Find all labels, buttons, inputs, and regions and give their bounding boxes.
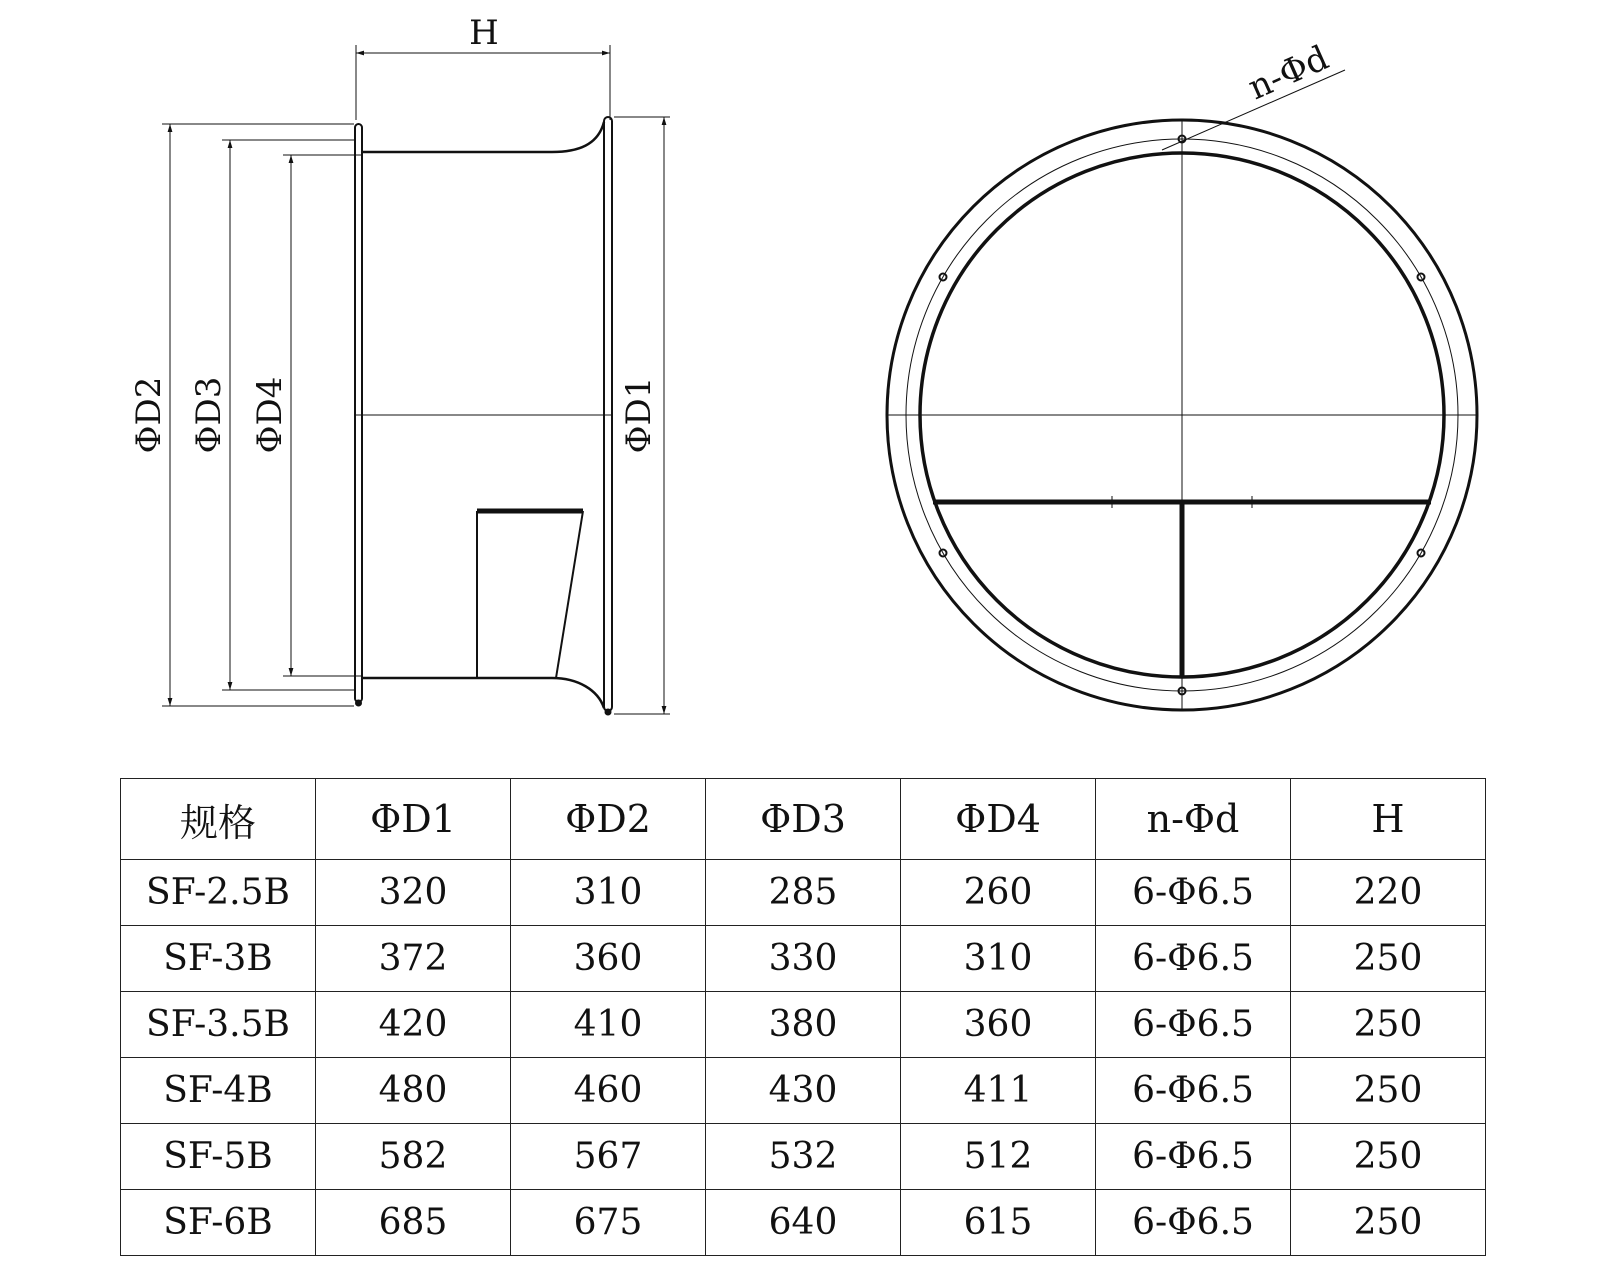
dim-d2-label: ΦD2: [129, 376, 169, 454]
hole-callout-label: n-Φd: [1242, 37, 1335, 109]
dim-d3-label: ΦD3: [189, 376, 229, 454]
hole-callout: [1162, 38, 1345, 150]
header-d4: ΦD4: [901, 779, 1096, 860]
header-spec: 规格: [121, 779, 316, 860]
dim-d4-label: ΦD4: [250, 376, 290, 454]
dim-d1: [619, 117, 664, 714]
cell-d4: 512: [901, 1124, 1096, 1190]
cell-d4: 615: [901, 1190, 1096, 1256]
dim-d1-label: ΦD1: [619, 376, 659, 454]
table-row: [121, 860, 1486, 926]
cell-d2: 410: [511, 992, 706, 1058]
cell-d3: 285: [706, 860, 901, 926]
header-d2: ΦD2: [511, 779, 706, 860]
cell-spec: SF-3.5B: [121, 992, 316, 1058]
cell-d1: 582: [316, 1124, 511, 1190]
cell-spec: SF-2.5B: [121, 860, 316, 926]
table-row: [121, 1058, 1486, 1124]
cell-holes: 6-Φ6.5: [1096, 860, 1291, 926]
cell-h: 250: [1291, 992, 1486, 1058]
cell-d4: 411: [901, 1058, 1096, 1124]
cell-d3: 380: [706, 992, 901, 1058]
cell-d2: 460: [511, 1058, 706, 1124]
cell-holes: 6-Φ6.5: [1096, 992, 1291, 1058]
cell-d4: 360: [901, 992, 1096, 1058]
table-row: [121, 992, 1486, 1058]
dim-h-label: H: [469, 13, 499, 53]
cell-holes: 6-Φ6.5: [1096, 1190, 1291, 1256]
dim-d2: [129, 124, 170, 706]
cell-d4: 260: [901, 860, 1096, 926]
cell-h: 250: [1291, 1058, 1486, 1124]
cell-d3: 330: [706, 926, 901, 992]
cell-d1: 320: [316, 860, 511, 926]
cell-d3: 532: [706, 1124, 901, 1190]
cell-holes: 6-Φ6.5: [1096, 1124, 1291, 1190]
header-d3: ΦD3: [706, 779, 901, 860]
cell-d1: 372: [316, 926, 511, 992]
cell-h: 250: [1291, 926, 1486, 992]
side-view: [129, 13, 670, 715]
dim-d3: [189, 140, 230, 690]
cell-d3: 430: [706, 1058, 901, 1124]
dim-h: [356, 13, 610, 120]
cell-spec: SF-3B: [121, 926, 316, 992]
right-flange: [604, 117, 612, 715]
front-view: [887, 38, 1477, 710]
dim-d4: [250, 155, 291, 676]
cell-h: 250: [1291, 1124, 1486, 1190]
cell-d1: 480: [316, 1058, 511, 1124]
cell-h: 220: [1291, 860, 1486, 926]
spec-table: [120, 778, 1486, 1256]
cell-d1: 685: [316, 1190, 511, 1256]
cell-spec: SF-6B: [121, 1190, 316, 1256]
cell-d2: 675: [511, 1190, 706, 1256]
cell-d2: 360: [511, 926, 706, 992]
cell-d4: 310: [901, 926, 1096, 992]
cell-d3: 640: [706, 1190, 901, 1256]
support-bars: [933, 496, 1431, 678]
header-d1: ΦD1: [316, 779, 511, 860]
cell-d2: 310: [511, 860, 706, 926]
cell-spec: SF-5B: [121, 1124, 316, 1190]
cell-holes: 6-Φ6.5: [1096, 1058, 1291, 1124]
header-h: H: [1291, 779, 1486, 860]
cell-d2: 567: [511, 1124, 706, 1190]
table-header-row: [121, 779, 1486, 860]
table-row: [121, 1190, 1486, 1256]
cell-h: 250: [1291, 1190, 1486, 1256]
cell-holes: 6-Φ6.5: [1096, 926, 1291, 992]
motor-support: [477, 511, 583, 678]
table-row: [121, 1124, 1486, 1190]
header-holes: n-Φd: [1096, 779, 1291, 860]
cell-d1: 420: [316, 992, 511, 1058]
cell-spec: SF-4B: [121, 1058, 316, 1124]
table-row: [121, 926, 1486, 992]
